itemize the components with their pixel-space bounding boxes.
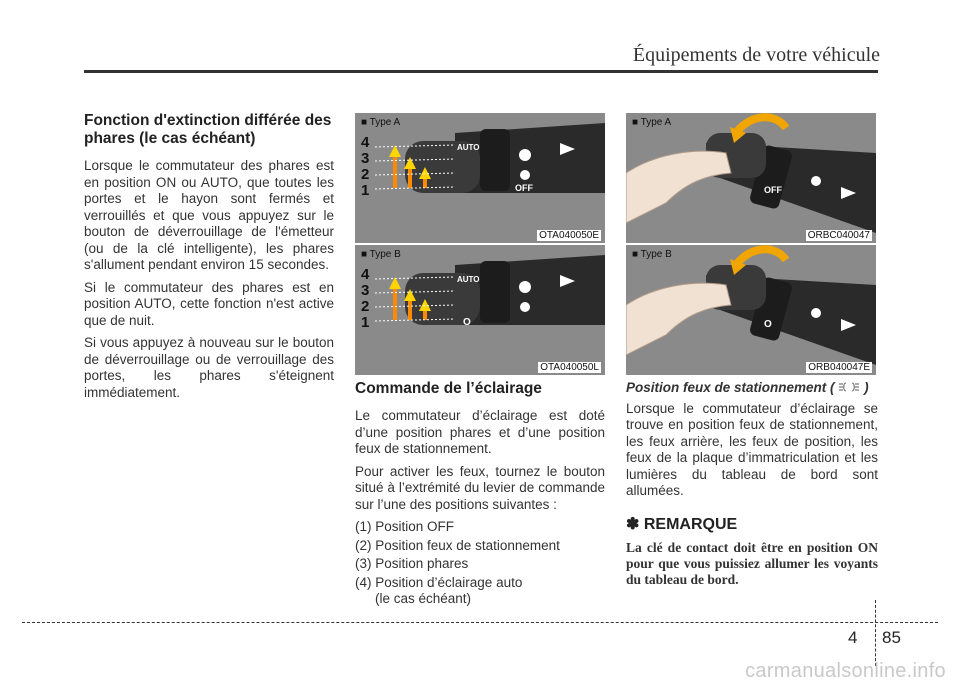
watermark: carmanualsonline.info <box>745 660 946 682</box>
chapter-number: 4 <box>848 628 858 647</box>
heading-text: Position feux de stationnement ( <box>626 380 835 395</box>
off-marking: O <box>764 319 772 330</box>
paragraph: Pour activer les feux, tournez le bouton situé à l’extrémité du levier de commande sur l’une des positions suivantes : <box>355 463 605 512</box>
position-number: 2 <box>361 166 370 183</box>
figure-type-label: ■ Type B <box>361 249 401 260</box>
figure-type-label: ■ Type A <box>632 117 672 128</box>
page-number: 85 <box>882 628 901 647</box>
off-marking: OFF <box>764 185 782 195</box>
figure-type-label: ■ Type A <box>361 117 401 128</box>
list-item-text: (2) Position feux de stationnement <box>355 537 560 553</box>
position-number: 2 <box>361 298 370 315</box>
auto-marking: AUTO <box>457 143 480 152</box>
figure-code: OTA040050L <box>540 362 599 373</box>
section-heading-delayed-off: Fonction d'extinction différée des phares (le cas échéant) <box>84 112 332 147</box>
list-item <box>355 519 605 536</box>
stalk-illustration <box>355 245 605 375</box>
column-right <box>626 380 878 588</box>
footer-rule <box>22 622 938 623</box>
off-marking: O <box>463 317 471 328</box>
list-item-text: (3) Position phares <box>355 556 469 571</box>
position-number: 1 <box>361 314 370 331</box>
positions-list <box>355 519 605 608</box>
position-numbers <box>361 135 369 199</box>
paragraph: Le commutateur d’éclairage est doté d’une position phares et d’une position feux de stationnement. <box>355 408 605 456</box>
list-item-text: (4) Position d’éclairage auto <box>355 574 523 590</box>
column-middle <box>355 380 605 610</box>
remark-heading: ✽ REMARQUE <box>626 515 738 533</box>
footer-divider <box>875 600 876 666</box>
figure-type-label: ■ Type B <box>632 249 672 260</box>
page-header-title: Équipements de votre véhicule <box>632 44 880 66</box>
list-item-text: (1) Position OFF <box>355 519 455 534</box>
section-heading-lighting-control: Commande de l’éclairage <box>355 380 542 397</box>
hand-illustration <box>626 113 876 243</box>
figure-code: OTA040050E <box>539 230 599 241</box>
header-rule <box>84 70 878 73</box>
position-number: 3 <box>361 150 370 167</box>
figure-hand-type-a <box>626 113 876 243</box>
remark-body: La clé de contact doit être en position ON pour que vous puissiez allumer les voyants du tableau de bord. <box>626 539 878 587</box>
paragraph: Si vous appuyez à nouveau sur le bouton de déverrouillage ou de verrouillage des portes, les phares s'éteignent immédiatement. <box>84 335 334 400</box>
parking-light-icon <box>838 381 860 393</box>
hand-illustration <box>626 245 876 375</box>
list-item-subtext: (le cas échéant) <box>375 591 472 606</box>
auto-marking: AUTO <box>457 275 480 284</box>
position-number: 4 <box>361 134 370 151</box>
list-item <box>355 575 605 608</box>
figure-stalk-type-a <box>355 113 605 243</box>
figure-stalk-type-b <box>355 245 605 375</box>
paragraph: Lorsque le commutateur des phares est en position ON ou AUTO, que toutes les portes et le hayon sont fermés et verrouillés et que vous appuyez sur le bouton de déverrouillage de l'émetteur (ou de la clé intelligente), les phares s'allument pendant environ 15 secondes. <box>84 158 334 272</box>
figure-code: ORB040047E <box>808 362 870 373</box>
paragraph: Lorsque le commutateur d’éclairage se trouve en position feux de stationnement, les feux arrière, les feux de position, les feux de la plaque d’immatriculation et les lumières du tableau de bord sont allumées. <box>626 400 878 498</box>
paragraph: Si le commutateur des phares est en position AUTO, cette fonction n'est active que de nuit. <box>84 279 334 328</box>
stalk-illustration <box>355 113 605 243</box>
column-left <box>84 112 334 407</box>
figure-hand-type-b <box>626 245 876 375</box>
figure-code: ORBC040047 <box>807 230 870 241</box>
parking-position-heading <box>626 380 878 397</box>
off-marking: OFF <box>515 183 533 193</box>
position-numbers <box>361 267 369 331</box>
list-item <box>355 556 605 573</box>
list-item <box>355 538 605 555</box>
position-number: 4 <box>361 266 370 283</box>
position-number: 3 <box>361 282 370 299</box>
heading-text: ) <box>864 380 869 395</box>
position-number: 1 <box>361 182 370 199</box>
